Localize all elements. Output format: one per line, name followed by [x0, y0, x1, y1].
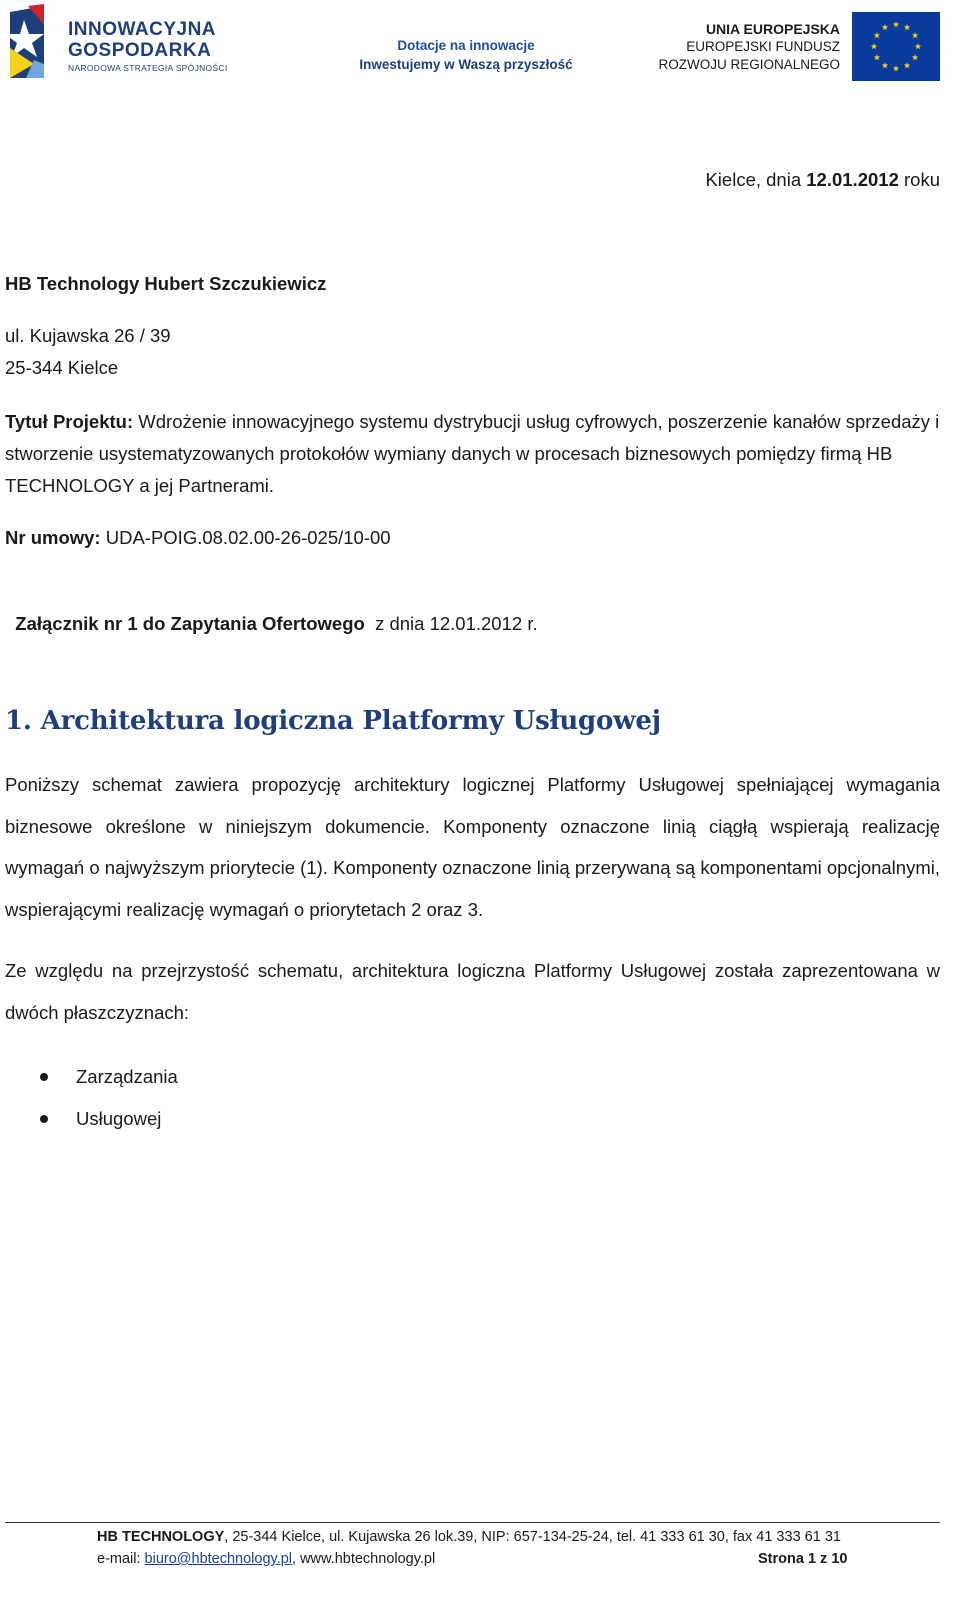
footer-contact	[97, 1548, 940, 1570]
footer-email-label: e-mail:	[97, 1551, 145, 1567]
recipient-company: HB Technology Hubert Szczukiewicz	[5, 273, 327, 294]
date-suffix: roku	[898, 169, 940, 190]
planes-list	[38, 1056, 178, 1140]
eu-line2: EUROPEJSKI FUNDUSZ	[686, 39, 840, 54]
slogan	[346, 36, 586, 74]
annex-reference	[5, 576, 538, 640]
slogan-line2: Inwestujemy w Waszą przyszłość	[359, 57, 573, 72]
annex-value: z dnia 12.01.2012 r.	[364, 613, 538, 634]
project-text: Wdrożenie innowacyjnego systemu dystrybucji usług cyfrowych, poszerzenie kanałów sprzedaży i stworzenie usystematyzowanych protokołów wymiany danych w procesach biznesowych pomiędzy firmą HB TECHNOLOGY a jej Partnerami.	[5, 411, 940, 496]
document-date	[705, 164, 940, 196]
innowacyjna-gospodarka-logo	[4, 4, 254, 82]
eu-line3: ROZWOJU REGIONALNEGO	[658, 57, 840, 72]
logo-line3: NARODOWA STRATEGIA SPÓJNOŚCI	[68, 63, 228, 73]
project-label: Tytuł Projektu:	[5, 411, 134, 432]
footer-details: , 25-344 Kielce, ul. Kujawska 26 lok.39, NIP: 657-134-25-24, tel. 41 333 61 30, fax 41 333 61 31	[224, 1529, 841, 1545]
page-number: Strona 1 z 10	[758, 1551, 848, 1567]
innowacyjna-gospodarka-text	[68, 20, 228, 73]
annex-label: Załącznik nr 1 do Zapytania Ofertowego	[15, 613, 365, 634]
footer-website: , www.hbtechnology.pl	[292, 1551, 436, 1567]
date-prefix: Kielce, dnia	[705, 169, 807, 190]
section-heading: 1. Architektura logiczna Platformy Usługowej	[5, 706, 661, 736]
footer-company-details	[97, 1526, 841, 1548]
logo-line1: INNOWACYJNA	[68, 19, 217, 40]
section-paragraph-1: Poniższy schemat zawiera propozycję architektury logicznej Platformy Usługowej spełniającej wymagania biznesowe określone w niniejszym dokumencie. Komponenty oznaczone linią ciągłą wspierają realizację wymagań o najwyższym priorytecie (1). Komponenty oznaczone linią przerywaną są komponentami opcjonalnymi, wspierającymi realizację wymagań o priorytetach 2 oraz 3.	[5, 774, 940, 920]
footer-divider	[5, 1522, 940, 1523]
date-value: 12.01.2012	[806, 169, 899, 190]
recipient-city: 25-344 Kielce	[5, 357, 119, 378]
recipient-street: ul. Kujawska 26 / 39	[5, 325, 171, 346]
list-item: Zarządzania	[38, 1056, 178, 1098]
logo-line2: GOSPODARKA	[68, 40, 212, 61]
eu-flag-icon	[852, 12, 940, 81]
project-title	[5, 406, 940, 502]
recipient-address	[5, 320, 171, 384]
eu-fund-text	[640, 20, 840, 74]
footer-company: HB TECHNOLOGY	[97, 1529, 225, 1545]
footer-email-link[interactable]: biuro@hbtechnology.pl	[144, 1551, 293, 1567]
slogan-line1: Dotacje na innowacje	[397, 38, 535, 53]
contract-label: Nr umowy:	[5, 527, 101, 548]
eu-line1: UNIA EUROPEJSKA	[705, 21, 840, 37]
contract-value: UDA-POIG.08.02.00-26-025/10-00	[100, 527, 391, 548]
star-logo-icon	[4, 4, 66, 82]
contract-number	[5, 522, 391, 554]
list-item: Usługowej	[38, 1098, 178, 1140]
section-paragraph-2: Ze względu na przejrzystość schematu, architektura logiczna Platformy Usługowej została zaprezentowana w dwóch płaszczyznach:	[5, 960, 940, 1023]
